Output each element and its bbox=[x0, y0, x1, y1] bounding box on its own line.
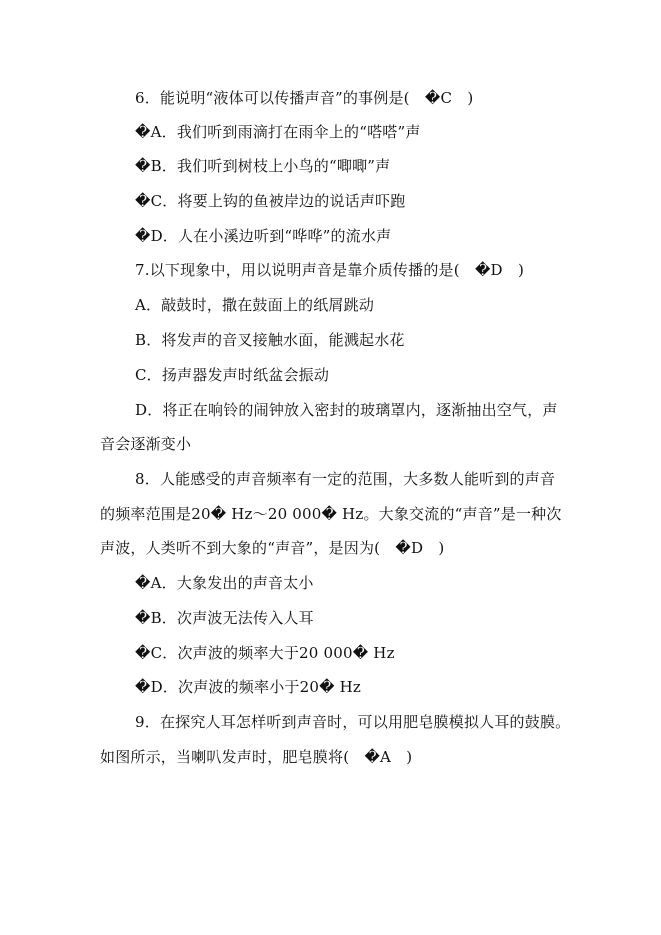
q8-option-b: �B．次声波无法传入人耳 bbox=[135, 609, 314, 627]
q8-stem-line-2: 的频率范围是20� Hz～20 000� Hz。大象交流的“声音”是一种次 bbox=[100, 505, 562, 523]
q7-option-a: A．敲鼓时，撒在鼓面上的纸屑跳动 bbox=[135, 296, 375, 314]
q6-option-d: �D．人在小溪边听到“哗哗”的流水声 bbox=[135, 227, 392, 245]
q8-option-a: �A．大象发出的声音太小 bbox=[135, 574, 314, 592]
q9-stem-line-2: 如图所示，当喇叭发声时，肥皂膜将( �A ) bbox=[100, 748, 413, 766]
q6-option-c: �C．将要上钩的鱼被岸边的说话声吓跑 bbox=[135, 192, 406, 210]
q8-stem-line-3: 声波，人类听不到大象的“声音”，是因为( �D ) bbox=[100, 539, 445, 557]
q9-stem-line-1: 9．在探究人耳怎样听到声音时，可以用肥皂膜模拟人耳的鼓膜。 bbox=[135, 713, 571, 731]
q6-option-b: �B．我们听到树枝上小鸟的“唧唧”声 bbox=[135, 157, 391, 175]
q7-option-b: B．将发声的音叉接触水面，能溅起水花 bbox=[135, 331, 405, 349]
q7-stem: 7.以下现象中，用以说明声音是靠介质传播的是( �D ) bbox=[135, 261, 525, 279]
q7-option-d-continued: 音会逐渐变小 bbox=[100, 435, 192, 453]
q6-stem: 6．能说明“液体可以传播声音”的事例是( �C ) bbox=[135, 89, 474, 107]
q6-option-a: �A．我们听到雨滴打在雨伞上的“嗒嗒”声 bbox=[135, 123, 421, 141]
q8-option-c: �C．次声波的频率大于20 000� Hz bbox=[135, 644, 395, 662]
q8-option-d: �D．次声波的频率小于20� Hz bbox=[135, 678, 362, 696]
q7-option-d: D．将正在响铃的闹钟放入密封的玻璃罩内，逐渐抽出空气，声 bbox=[135, 401, 558, 419]
q7-option-c: C．扬声器发声时纸盆会振动 bbox=[135, 366, 330, 384]
q8-stem-line-1: 8．人能感受的声音频率有一定的范围，大多数人能听到的声音 bbox=[135, 470, 556, 488]
